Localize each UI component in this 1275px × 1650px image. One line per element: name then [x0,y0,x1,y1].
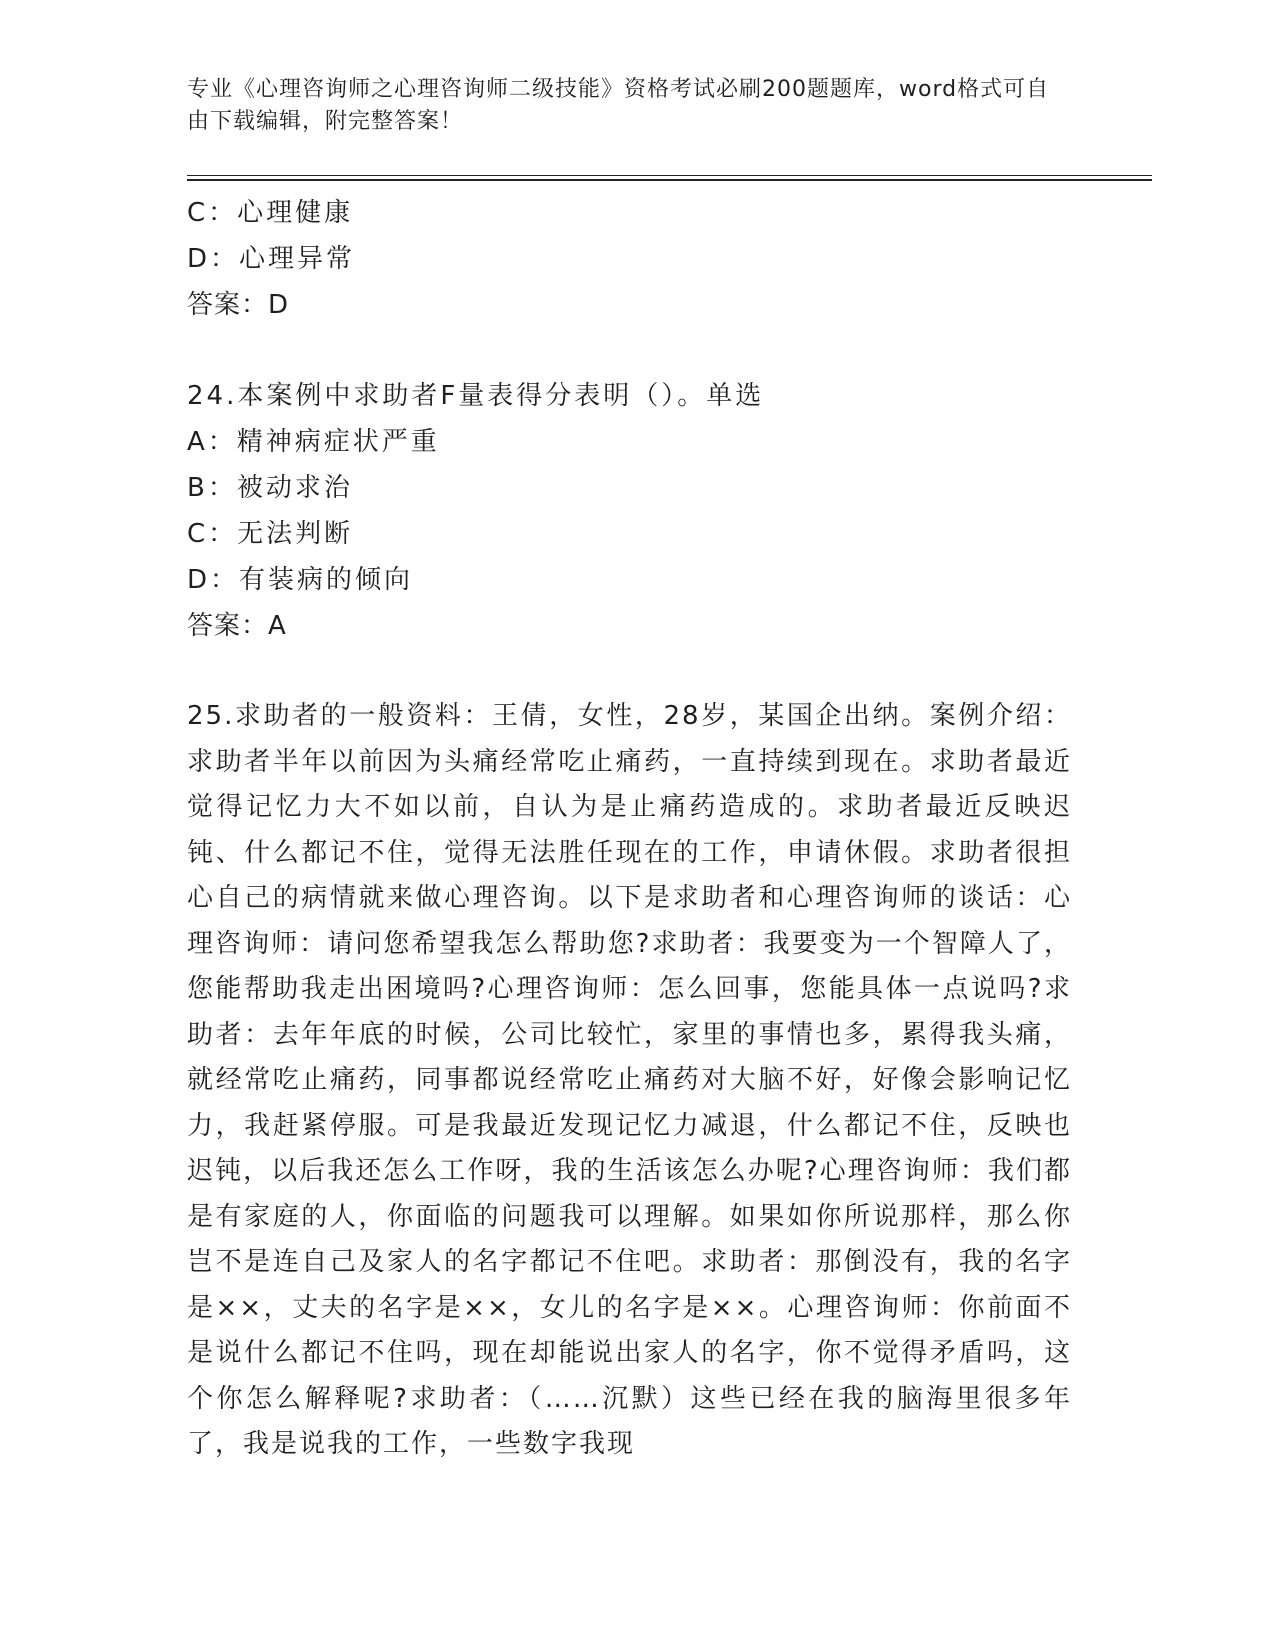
document-body [187,190,1072,1459]
q24-answer: 答案：A [187,611,287,641]
q23-option-c: C：心理健康 [187,198,354,228]
q24-option-d: D：有装病的倾向 [187,565,414,595]
spacer [187,328,1072,373]
q24-question: 24.本案例中求助者F量表得分表明（）。单选 [187,381,765,411]
q24-option-c: C：无法判断 [187,519,354,549]
q24-option-b: B：被动求治 [187,473,353,503]
q23-answer: 答案：D [187,290,290,320]
spacer [187,649,1072,694]
document-header: 专业《心理咨询师之心理咨询师二级技能》资格考试必刷200题题库，word格式可自由下载编辑，附完整答案！ [187,77,1050,134]
q23-option-d: D：心理异常 [187,244,356,274]
header-divider-thin [187,175,1152,176]
header-divider-thick [187,179,1152,181]
q24-option-a: A：精神病症状严重 [187,427,440,457]
q25-question-text: 25.求助者的一般资料：王倩，女性，28岁，某国企出纳。案例介绍：求助者半年以前因为头痛经常吃止痛药，一直持续到现在。求助者最近觉得记忆力大不如以前，自认为是止痛药造成的。求助者最近反映迟钝、什么都记不住，觉得无法胜任现在的工作，申请休假。求助者很担心自己的病情就来做心理咨询。以下是求助者和心理咨询师的谈话：心理咨询师：请问您希望我怎么帮助您?求助者：我要变为一个智障人了，您能帮助我走出困境吗?心理咨询师：怎么回事，您能具体一点说吗?求助者：去年年底的时候，公司比较忙，家里的事情也多，累得我头痛，就经常吃止痛药，同事都说经常吃止痛药对大脑不好，好像会影响记忆力，我赶紧停服。可是我最近发现记忆力减退，什么都记不住，反映也迟钝，以后我还怎么工作呀，我的生活该怎么办呢?心理咨询师：我们都是有家庭的人，你面临的问题我可以理解。如果如你所说那样，那么你岂不是连自己及家人的名字都记不住吧。求助者：那倒没有，我的名字是××，丈夫的名字是××，女儿的名字是××。心理咨询师：你前面不是说什么都记不住吗，现在却能说出家人的名字，你不觉得矛盾吗，这个你怎么解释呢?求助者：（……沉默）这些已经在我的脑海里很多年了，我是说我的工作，一些数字我现 [187,701,1072,1459]
